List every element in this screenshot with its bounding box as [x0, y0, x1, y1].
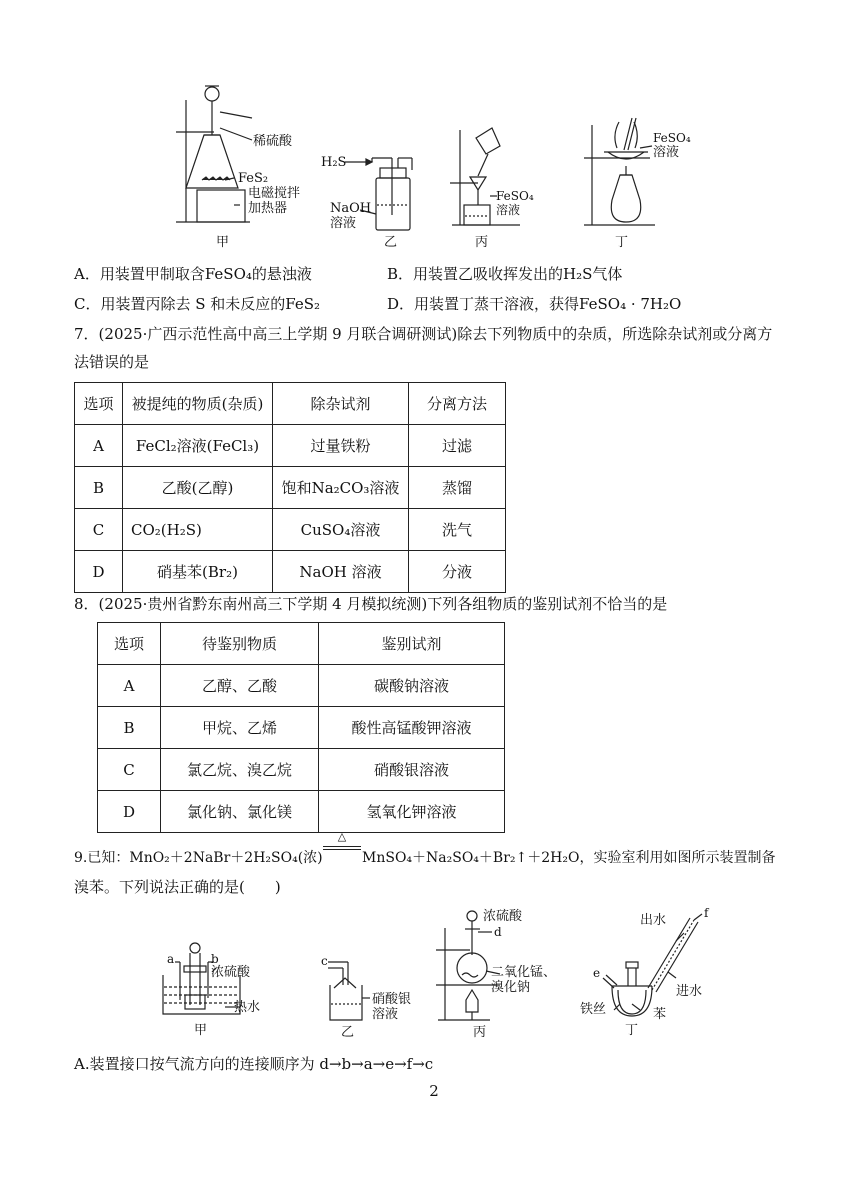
yi2-label: 乙 [341, 1025, 355, 1040]
jia2-port-a-label: a [167, 952, 175, 966]
ding2-benzene-label: 苯 [653, 1007, 667, 1022]
table-cell: CO₂(H₂S) [123, 509, 273, 551]
table-cell: 分液 [409, 551, 506, 593]
ding2-iron-wire-label: 铁丝 [580, 1002, 607, 1017]
ding-label: 丁 [615, 235, 629, 250]
table-cell: 过量铁粉 [273, 425, 409, 467]
ding2-port-e-label: e [593, 966, 601, 980]
q9-equation-right: MnSO₄＋Na₂SO₄＋Br₂↑＋2H₂O，实验室利用如图所示装置制备 [362, 850, 776, 866]
table-cell: 硝酸银溶液 [319, 749, 505, 791]
ding2-out-water-label: 出水 [640, 913, 667, 928]
ding-feso4-label-2: 溶液 [653, 145, 680, 160]
q9-option-a: A.装置接口按气流方向的连接顺序为 d→b→a→e→f→c [74, 1055, 434, 1073]
q8-stem-line-1: 8．(2025·贵州省黔东南州高三下学期 4 月模拟统测)下列各组物质的鉴别试剂不恰当的是 [74, 595, 668, 613]
jia2-water-label: 热水 [234, 1000, 261, 1015]
bing2-port-d-label: d [494, 925, 502, 939]
ding2-label: 丁 [625, 1023, 639, 1038]
q6-option-c: C．用装置丙除去 S 和未反应的FeS₂ [74, 295, 321, 313]
table-cell: C [98, 749, 161, 791]
bing-feso4-label-2: 溶液 [496, 203, 521, 217]
yi-label: 乙 [384, 235, 398, 250]
header-cell: 鉴别试剂 [319, 623, 505, 665]
table-cell: 蒸馏 [409, 467, 506, 509]
table-cell: 乙酸(乙醇) [123, 467, 273, 509]
ding-feso4-label-1: FeSO₄ [653, 131, 691, 145]
table-cell: 硝基苯(Br₂) [123, 551, 273, 593]
header-cell: 分离方法 [409, 383, 506, 425]
q7-stem-line-2: 法错误的是 [74, 353, 150, 371]
header-cell: 选项 [75, 383, 123, 425]
table-cell: B [98, 707, 161, 749]
table-cell: A [98, 665, 161, 707]
table-cell: FeCl₂溶液(FeCl₃) [123, 425, 273, 467]
jia-label: 甲 [216, 235, 230, 250]
jia2-port-b-label: b [211, 952, 219, 966]
table-cell: 洗气 [409, 509, 506, 551]
jia2-acid-label: 浓硫酸 [211, 965, 251, 980]
heat-triangle: △ [337, 830, 347, 843]
jia-heater-label-1: 电磁搅拌 [248, 186, 301, 201]
yi-naoh-label-1: NaOH [330, 201, 372, 216]
yi-h2s-label: H₂S [321, 155, 347, 170]
table-cell: D [75, 551, 123, 593]
table-cell: A [75, 425, 123, 467]
bing-feso4-label-1: FeSO₄ [496, 189, 534, 203]
table-cell: D [98, 791, 161, 833]
jia-fes2-label: FeS₂ [238, 171, 269, 186]
table-cell: 饱和Na₂CO₃溶液 [273, 467, 409, 509]
header-cell: 待鉴别物质 [161, 623, 319, 665]
jia-heater-label-2: 加热器 [248, 201, 288, 216]
table-cell: 氢氧化钾溶液 [319, 791, 505, 833]
ding2-port-f-label: f [704, 906, 709, 920]
table-cell: 甲烷、乙烯 [161, 707, 319, 749]
table-cell: 酸性高锰酸钾溶液 [319, 707, 505, 749]
bing2-acid-label: 浓硫酸 [483, 909, 523, 924]
table-cell: 氯化钠、氯化镁 [161, 791, 319, 833]
table-cell: NaOH 溶液 [273, 551, 409, 593]
table-cell: CuSO₄溶液 [273, 509, 409, 551]
yi-naoh-label-2: 溶液 [330, 216, 357, 231]
yi2-port-c-label: c [321, 954, 328, 968]
table-cell: 氯乙烷、溴乙烷 [161, 749, 319, 791]
bing-label: 丙 [475, 235, 489, 250]
header-cell: 选项 [98, 623, 161, 665]
header-cell: 除杂试剂 [273, 383, 409, 425]
table-cell: 乙醇、乙酸 [161, 665, 319, 707]
q9-equation-left: 9.已知：MnO₂＋2NaBr＋2H₂SO₄(浓) [74, 850, 323, 866]
ding2-in-water-label: 进水 [676, 984, 703, 999]
page-number: 2 [429, 1082, 439, 1100]
q6-option-d: D．用装置丁蒸干溶液，获得FeSO₄ · 7H₂O [387, 295, 682, 313]
yi2-agno3-label-1: 硝酸银 [372, 992, 412, 1007]
q6-option-b: B．用装置乙吸收挥发出的H₂S气体 [387, 265, 623, 283]
q9-stem-line-2: 溴苯。下列说法正确的是( ) [74, 878, 281, 896]
jia-acid-label: 稀硫酸 [253, 134, 293, 149]
yi2-agno3-label-2: 溶液 [372, 1007, 399, 1022]
table-cell: B [75, 467, 123, 509]
header-cell: 被提纯的物质(杂质) [123, 383, 273, 425]
jia2-label: 甲 [194, 1023, 208, 1038]
bing2-mno2-label-2: 溴化钠 [491, 980, 531, 995]
table-cell: C [75, 509, 123, 551]
table-cell: 过滤 [409, 425, 506, 467]
bing2-mno2-label-1: 二氧化锰、 [491, 965, 557, 980]
table-cell: 碳酸钠溶液 [319, 665, 505, 707]
q6-option-a: A．用装置甲制取含FeSO₄的悬浊液 [74, 265, 312, 283]
q7-stem-line-1: 7．(2025·广西示范性高中高三上学期 9 月联合调研测试)除去下列物质中的杂质，所选除杂试剂或分离方 [74, 325, 773, 343]
bing2-label: 丙 [473, 1025, 487, 1040]
